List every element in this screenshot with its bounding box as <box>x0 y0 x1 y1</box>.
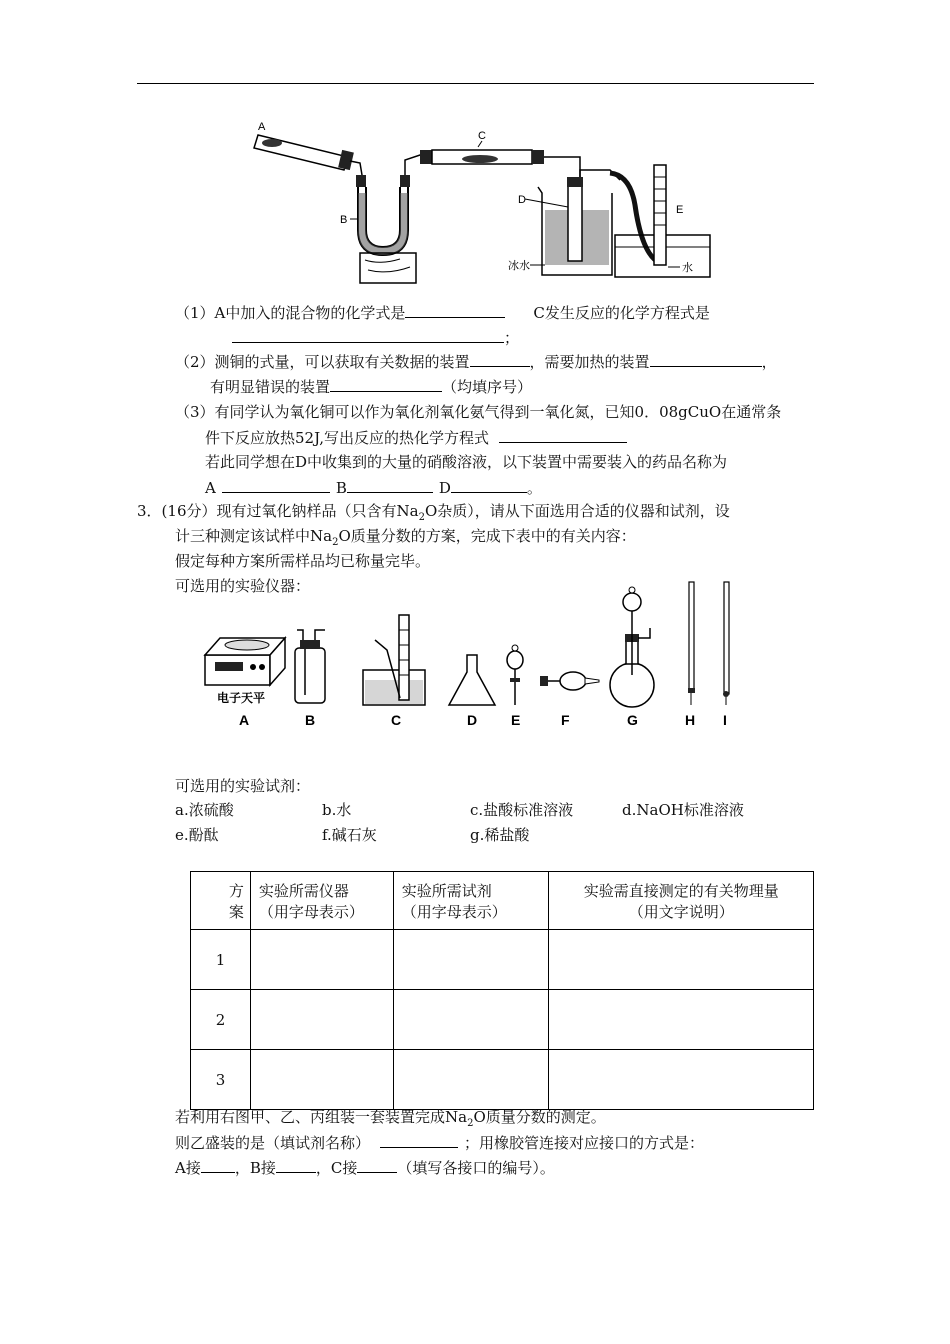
q3-line2-sub: 2 <box>332 537 339 548</box>
burette-h-drawing <box>688 582 695 705</box>
inst-label-i: I <box>723 712 727 728</box>
cell-instruments-1[interactable] <box>250 930 393 990</box>
after-line2 <box>175 1132 704 1153</box>
q2-mid: ，需要加热的装置 <box>529 353 650 371</box>
q1-blank-equation[interactable] <box>232 327 504 343</box>
after-blank-a[interactable] <box>201 1157 235 1173</box>
funnel-e-drawing <box>507 645 523 705</box>
cell-reagents-1[interactable] <box>393 930 549 990</box>
after-line1-sub: 2 <box>467 1118 474 1129</box>
tube-c-drawing <box>420 141 580 210</box>
q1-blank-formula[interactable] <box>405 302 505 318</box>
q3-line2 <box>175 526 636 553</box>
after-line3 <box>175 1157 555 1178</box>
reagents-title: 可选用的实验试剂： <box>175 777 311 795</box>
row-number: 3 <box>191 1050 251 1110</box>
reagent-c: c.盐酸标准溶液 <box>470 801 574 819</box>
u-tube-b-drawing <box>350 175 416 283</box>
q1-end: ； <box>504 329 520 347</box>
after-line2-a: 则乙盛装的是（填试剂名称） <box>175 1134 371 1152</box>
q3p-blank-b[interactable] <box>347 477 433 493</box>
reagent-g: g.稀盐酸 <box>470 826 530 844</box>
cell-quantities-3[interactable] <box>549 1050 814 1110</box>
th-instruments-top: 实验所需仪器 <box>258 881 349 900</box>
after-line2-b: ；用橡胶管连接对应接口的方式是： <box>464 1134 705 1152</box>
th-plan-bot: 案 <box>228 902 244 921</box>
fig1-label-water: 水 <box>682 261 693 274</box>
after-line1-a: 若利用右图甲、乙、丙组装一套装置完成Na <box>175 1108 468 1126</box>
q3p-blank-d[interactable] <box>451 477 527 493</box>
fig1-label-a: A <box>258 121 266 133</box>
cell-instruments-3[interactable] <box>250 1050 393 1110</box>
inst-label-f: F <box>561 712 570 728</box>
q2-prefix: （2）测铜的式量，可以获取有关数据的装置 <box>175 353 470 371</box>
beaker-d-drawing <box>525 170 620 275</box>
tube-a-drawing <box>254 135 362 185</box>
inst-label-a: A <box>239 712 250 728</box>
q3-line2-a: 计三种测定该试样中Na <box>175 527 333 545</box>
q1-prefix: （1）A中加入的混合物的化学式是 <box>175 304 406 322</box>
fig1-label-b: B <box>340 214 348 226</box>
fig1-label-c: C <box>478 130 486 142</box>
q3p-line3: 若此同学想在D中收集到的大量的硝酸溶液，以下装置中需要装入的药品名称为 <box>205 453 728 471</box>
q3-line1-sub: 2 <box>418 512 425 523</box>
th-instruments <box>250 872 393 930</box>
th-reagents-top: 实验所需试剂 <box>401 881 492 900</box>
q2-blank-data[interactable] <box>470 351 530 367</box>
balance-a-drawing <box>205 638 285 685</box>
table-row <box>191 990 814 1050</box>
instruments-figure <box>195 580 755 735</box>
after-line3-end: （填写各接口的编号）。 <box>397 1159 555 1177</box>
reagent-e: e.酚酞 <box>175 826 219 844</box>
cell-quantities-2[interactable] <box>549 990 814 1050</box>
q2-blank-heat[interactable] <box>650 351 762 367</box>
after-a-label: A接 <box>175 1159 201 1177</box>
row-number: 1 <box>191 930 251 990</box>
apparatus-figure-1 <box>250 115 720 290</box>
inst-label-g: G <box>627 712 638 728</box>
fig1-label-d: D <box>518 194 526 206</box>
flask-d-drawing <box>449 655 495 705</box>
after-line1 <box>175 1107 606 1134</box>
q2-end: ， <box>761 353 777 371</box>
q3p-line2-prefix: 件下反应放热52J,写出反应的热化学方程式 <box>205 429 489 447</box>
inst-label-d: D <box>467 712 478 728</box>
q3p-a-label: A <box>205 479 216 497</box>
cell-quantities-1[interactable] <box>549 930 814 990</box>
table-row <box>191 1050 814 1110</box>
q3p-line1: （3）有同学认为氧化铜可以作为氧化剂氧化氨气得到一氧化氮，已知0．08gCuO在通常条 <box>175 403 782 421</box>
q2-line2-prefix: 有明显错误的装置 <box>210 378 331 396</box>
q2-line2 <box>210 376 532 397</box>
reagent-b: b.水 <box>322 801 352 819</box>
after-blank-b[interactable] <box>276 1157 316 1173</box>
reagent-f: f.碱石灰 <box>322 826 377 844</box>
drying-tube-f-drawing <box>540 672 599 690</box>
balance-label: 电子天平 <box>217 691 266 705</box>
row-number: 2 <box>191 990 251 1050</box>
q3p-b-label: B <box>335 479 347 497</box>
inst-label-b: B <box>305 712 316 728</box>
table-header-row <box>191 872 814 930</box>
inst-label-h: H <box>685 712 696 728</box>
q3-line1-b: O杂质），请从下面选用合适的仪器和试剂，设 <box>424 502 730 520</box>
after-b-label: ，B接 <box>234 1159 276 1177</box>
th-instruments-bot: （用字母表示） <box>258 902 364 921</box>
q3-line3: 假定每种方案所需样品均已称量完毕。 <box>175 552 431 570</box>
th-plan-top: 方 <box>228 881 244 900</box>
th-quantities-bot: （用文字说明） <box>628 902 734 921</box>
th-reagents-bot: （用字母表示） <box>401 902 507 921</box>
th-reagents <box>393 872 549 930</box>
fig1-label-e: E <box>676 204 684 216</box>
table-row <box>191 930 814 990</box>
header-rule <box>137 83 814 84</box>
flask-g-drawing <box>610 587 654 707</box>
cell-reagents-3[interactable] <box>393 1050 549 1110</box>
after-blank-reagent[interactable] <box>380 1132 458 1148</box>
q3p-end: 。 <box>526 479 542 497</box>
th-plan <box>191 872 251 930</box>
inst-label-c: C <box>391 712 402 728</box>
q1-line2 <box>232 327 519 348</box>
reagent-a: a.浓硫酸 <box>175 801 234 819</box>
q3-line1-a: 3．(16分）现有过氧化钠样品（只含有Na <box>137 502 419 520</box>
q3p-blank-a[interactable] <box>222 477 330 493</box>
th-quantities-top: 实验需直接测定的有关物理量 <box>583 881 779 900</box>
after-line1-b: O质量分数的测定。 <box>473 1108 606 1126</box>
q1-mid: C发生反应的化学方程式是 <box>533 304 710 322</box>
q2-line1 <box>175 351 777 372</box>
after-c-label: ，C接 <box>315 1159 358 1177</box>
q1-line1 <box>175 302 710 323</box>
cell-instruments-2[interactable] <box>250 990 393 1050</box>
q3-line1 <box>137 501 730 528</box>
trough-c-drawing <box>363 615 425 705</box>
burette-i-drawing <box>723 582 729 705</box>
q3-line4: 可选用的实验仪器： <box>175 577 311 595</box>
q3p-line2 <box>205 427 627 448</box>
after-blank-c[interactable] <box>357 1157 397 1173</box>
fig1-label-ice: 冰水 <box>508 259 530 272</box>
q2-line2-end: （均填序号） <box>442 378 533 396</box>
q3-line2-b: O质量分数的方案，完成下表中的有关内容： <box>338 527 636 545</box>
bottle-b-drawing <box>295 630 325 703</box>
plan-table <box>190 871 814 1110</box>
q3p-line4 <box>205 477 542 498</box>
q2-blank-error[interactable] <box>330 376 442 392</box>
cell-reagents-2[interactable] <box>393 990 549 1050</box>
inst-label-e: E <box>511 712 521 728</box>
th-quantities <box>549 872 814 930</box>
q3p-d-label: D <box>438 479 451 497</box>
q3p-blank-thermo[interactable] <box>499 427 627 443</box>
reagent-d: d.NaOH标准溶液 <box>622 801 744 819</box>
